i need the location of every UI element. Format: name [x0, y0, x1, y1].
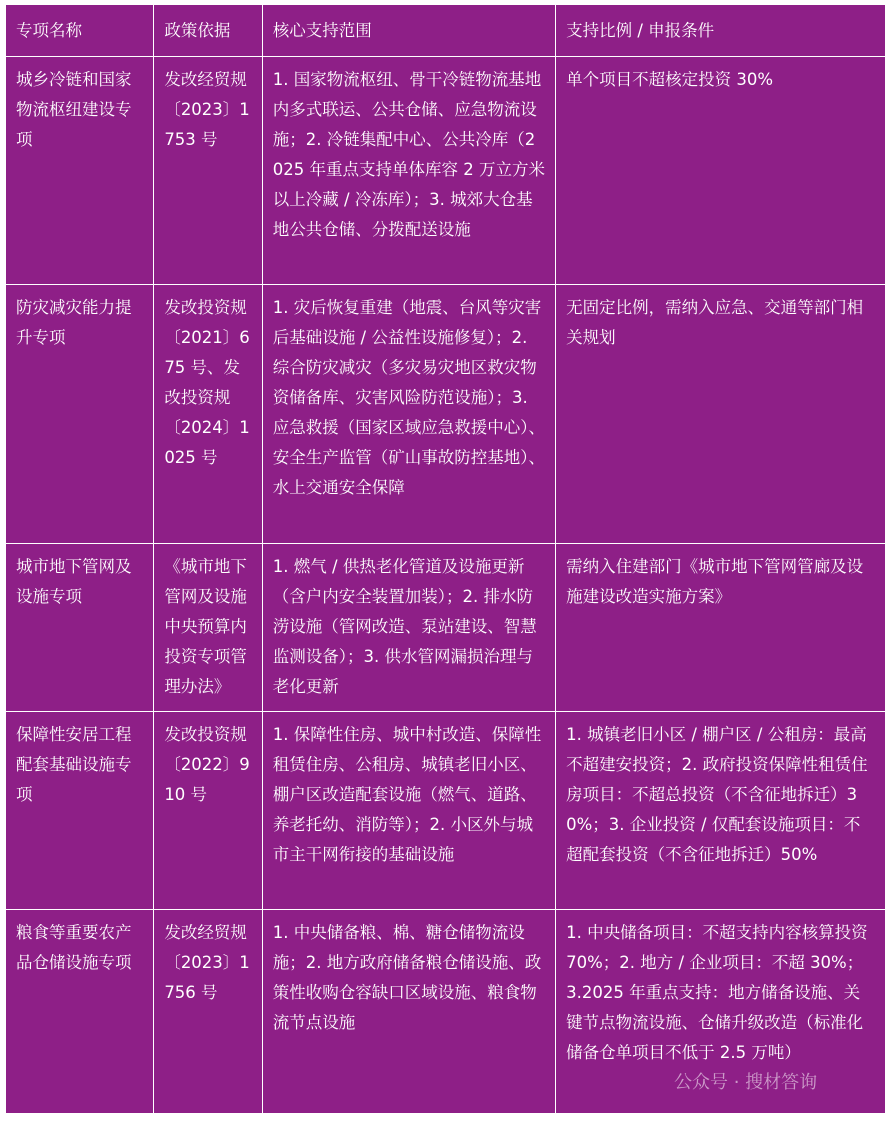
table-header-row	[6, 5, 886, 57]
cell-support-ratio: 无固定比例，需纳入应急、交通等部门相关规划	[556, 285, 886, 544]
table-row	[6, 712, 886, 910]
cell-core-scope: 1. 中央储备粮、棉、糖仓储物流设施；2. 地方政府储备粮仓储设施、政策性收购仓容缺口区域设施、粮食物流节点设施	[262, 910, 555, 1114]
cell-project-name: 保障性安居工程配套基础设施专项	[6, 712, 154, 910]
policy-table	[5, 4, 886, 1114]
cell-policy-basis: 发改经贸规〔2023〕1753 号	[154, 57, 262, 285]
cell-project-name: 粮食等重要农产品仓储设施专项	[6, 910, 154, 1114]
cell-core-scope: 1. 保障性住房、城中村改造、保障性租赁住房、公租房、城镇老旧小区、棚户区改造配套设施（燃气、道路、养老托幼、消防等）；2. 小区外与城市主干网衔接的基础设施	[262, 712, 555, 910]
cell-support-ratio: 1. 城镇老旧小区 / 棚户区 / 公租房：最高不超建安投资；2. 政府投资保障性租赁住房项目：不超总投资（不含征地拆迁）30%；3. 企业投资 / 仅配套设施项目：不超配套投资（不含征地拆迁）50%	[556, 712, 886, 910]
cell-core-scope: 1. 国家物流枢纽、骨干冷链物流基地内多式联运、公共仓储、应急物流设施；2. 冷链集配中心、公共冷库（2025 年重点支持单体库容 2 万立方米以上冷藏 / 冷冻库）；3. 城郊大仓基地公共仓储、分拨配送设施	[262, 57, 555, 285]
cell-project-name: 防灾减灾能力提升专项	[6, 285, 154, 544]
watermark: 公众号 · 搜材答询	[674, 1072, 818, 1093]
cell-support-ratio: 1. 中央储备项目：不超支持内容核算投资 70%；2. 地方 / 企业项目：不超 30%；3.2025 年重点支持：地方储备设施、关键节点物流设施、仓储升级改造（标准化储备仓单项目不低于 2.5 万吨）	[556, 910, 886, 1114]
cell-support-ratio: 单个项目不超核定投资 30%	[556, 57, 886, 285]
cell-project-name: 城市地下管网及设施专项	[6, 544, 154, 712]
cell-project-name: 城乡冷链和国家物流枢纽建设专项	[6, 57, 154, 285]
cell-core-scope: 1. 灾后恢复重建（地震、台风等灾害后基础设施 / 公益性设施修复）；2. 综合防灾减灾（多灾易灾地区救灾物资储备库、灾害风险防范设施）；3. 应急救援（国家区域应急救援中心）、安全生产监管（矿山事故防控基地）、水上交通安全保障	[262, 285, 555, 544]
cell-policy-basis: 发改投资规〔2022〕910 号	[154, 712, 262, 910]
cell-policy-basis: 《城市地下管网及设施中央预算内投资专项管理办法》	[154, 544, 262, 712]
cell-policy-basis: 发改投资规〔2021〕675 号、发改投资规〔2024〕1025 号	[154, 285, 262, 544]
cell-policy-basis: 发改经贸规〔2023〕1756 号	[154, 910, 262, 1114]
header-project-name: 专项名称	[6, 5, 154, 57]
table-row	[6, 544, 886, 712]
header-core-scope: 核心支持范围	[262, 5, 555, 57]
table-row	[6, 57, 886, 285]
header-support-ratio: 支持比例 / 申报条件	[556, 5, 886, 57]
table-row	[6, 285, 886, 544]
header-policy-basis: 政策依据	[154, 5, 262, 57]
cell-core-scope: 1. 燃气 / 供热老化管道及设施更新（含户内安全装置加装）；2. 排水防涝设施（管网改造、泵站建设、智慧监测设备）；3. 供水管网漏损治理与老化更新	[262, 544, 555, 712]
cell-support-ratio: 需纳入住建部门《城市地下管网管廊及设施建设改造实施方案》	[556, 544, 886, 712]
